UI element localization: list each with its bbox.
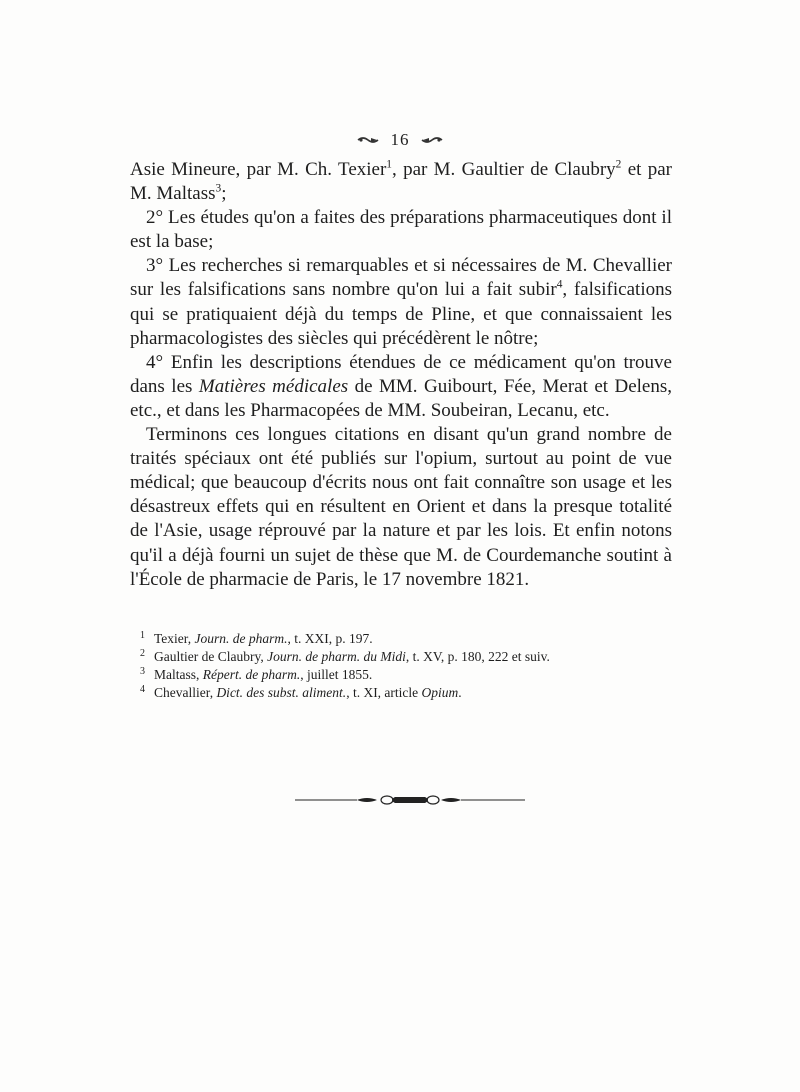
page-header (0, 130, 800, 151)
text-run: Terminons ces longues citations en disant qu'un grand nombre de traités spéciaux ont été publiés sur l'opium, surtout au point de vue médical; que beaucoup d'écrits nous ont fait connaître son usage et les désastreux effets qui en résultent en Orient et dans la presque totalité de l'Asie, usage réprouvé par la nature et par les lois. Et enfin notons qu'il a déjà fourni un sujet de thèse que M. de Courdemanche soutint à l'École de pharmacie de Paris, le 17 novembre 1821. (130, 424, 672, 590)
paragraph (130, 206, 672, 254)
footnote: 3 Maltass, Répert. de pharm., juillet 1855. (140, 665, 373, 682)
footnote-reference: 3 (215, 182, 222, 195)
italic-text: Dict. des subst. aliment. (216, 685, 347, 700)
text-run: de MM. Guibourt, Fée, Merat et Delens, etc., et dans les Pharmacopées de MM. Soubeiran, Lecanu, etc. (130, 375, 673, 421)
text-run: et par M. Maltass (130, 159, 672, 205)
italic-text: Journ. de pharm. (194, 631, 288, 646)
footnote-reference: 1 (386, 158, 392, 171)
body-text (130, 158, 672, 592)
footnote-reference: 4 (556, 279, 563, 292)
text-run: 4° Enfin les descriptions étendues de ce médicament qu'on trouve dans les (130, 351, 672, 397)
text-run: , t. XXI, p. 197. (287, 631, 373, 646)
italic-text: Matières médicales (198, 375, 349, 397)
text-run: 3° Les recherches si remarquables et si nécessaires de M. Chevallier sur les falsifications sans nombre qu'on lui a fait subir (130, 255, 672, 301)
paragraph (130, 158, 672, 206)
text-run: ; (221, 183, 227, 205)
footnote: 4 Chevallier, Dict. des subst. aliment., t. XI, article Opium. (140, 683, 462, 700)
italic-text: Répert. de pharm. (202, 667, 301, 682)
footnote: 1 Texier, Journ. de pharm., t. XXI, p. 197. (140, 629, 373, 646)
text-run: , par M. Gaultier de Claubry (392, 159, 616, 180)
text-run: , t. XV, p. 180, 222 et suiv. (405, 649, 550, 664)
paragraph (130, 254, 672, 350)
text-run: Maltass, (154, 667, 203, 682)
text-run: . (458, 685, 462, 700)
paragraph (130, 351, 672, 423)
left-ornament-icon (357, 131, 379, 151)
text-run: Texier, (154, 631, 195, 646)
text-run: 2° Les études qu'on a faites des préparations pharmaceutiques dont il est la base; (130, 207, 672, 253)
paragraph (130, 423, 672, 592)
text-run: Asie Mineure, par M. Ch. Texier (130, 159, 387, 180)
italic-text: Journ. de pharm. du Midi (267, 649, 406, 664)
page-number: 16 (390, 130, 410, 149)
footnote-reference: 2 (615, 158, 622, 171)
italic-text: Opium (421, 685, 459, 700)
footnote: 2 Gaultier de Claubry, Journ. de pharm. du Midi, t. XV, p. 180, 222 et suiv. (140, 647, 550, 664)
tailpiece-ornament-icon (295, 790, 525, 810)
text-run: , t. XI, article (346, 685, 422, 700)
footnotes (140, 630, 680, 702)
right-ornament-icon (421, 131, 443, 151)
text-run: Chevallier, (154, 685, 217, 700)
text-run: , falsifications qui se pratiquaient déjà du temps de Pline, et que connaissaient les pharmacologistes des siècles qui précédèrent le nôtre; (130, 279, 672, 349)
text-run: , juillet 1855. (300, 667, 373, 682)
text-run: Gaultier de Claubry, (154, 649, 268, 664)
